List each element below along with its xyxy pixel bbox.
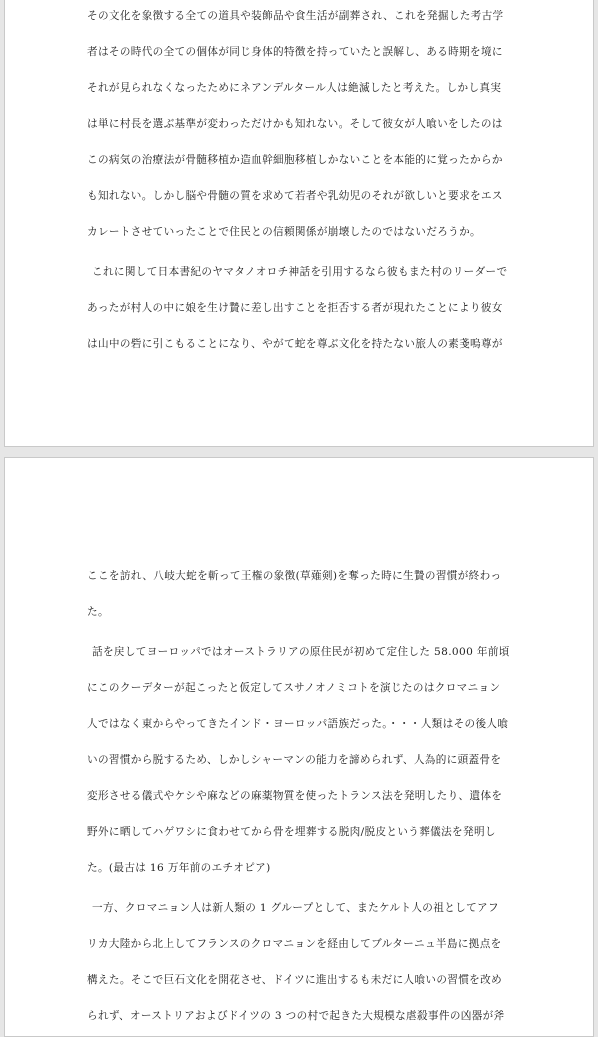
- paragraph: [87, 570, 517, 642]
- text-line: ここを訪れ、八岐大蛇を斬って王権の象徴(草薙剣)を奪った時に生贄の習慣が終わっ: [87, 570, 502, 582]
- text-line: 一方、クロマニョン人は新人類の 1 グループとして、またケルト人の祖としてアフ: [92, 902, 499, 914]
- text-line: 者はその時代の全ての個体が同じ身体的特徴を持っていたと誤解し、ある時期を境に: [87, 46, 503, 58]
- text-line: られず、オーストリアおよびドイツの 3 つの村で起きた大規模な虐殺事件の凶器が斧: [87, 1010, 505, 1022]
- text-line: は山中の砦に引こもることになり、やがて蛇を尊ぶ文化を持たない旅人の素戔嗚尊が: [87, 338, 503, 350]
- text-line: 変形させる儀式やケシや麻などの麻薬物質を使ったトランス法を発明したり、遺体を: [87, 790, 503, 802]
- paragraph: [87, 10, 517, 262]
- paragraph: [87, 902, 517, 1037]
- paragraph: [87, 646, 517, 898]
- text-line: その文化を象徴する全ての道具や装飾品や食生活が副葬され、これを発掘した考古学: [87, 10, 504, 22]
- text-line: た。(最古は 16 万年前のエチオピア): [87, 862, 271, 874]
- text-line: カレートさせていったことで住民との信頼関係が崩壊したのではないだろうか。: [87, 226, 481, 238]
- text-line: は単に村長を選ぶ基準が変わっただけかも知れない。そして彼女が人喰いをしたのは: [87, 118, 503, 130]
- document-page-2: [4, 457, 594, 1037]
- text-line: も知れない。しかし脳や骨髄の質を求めて若者や乳幼児のそれが欲しいと要求をエス: [87, 190, 503, 202]
- paragraph: [87, 266, 517, 374]
- text-line: 構えた。そこで巨石文化を開花させ、ドイツに進出するも未だに人喰いの習慣を改め: [87, 974, 503, 986]
- text-line: この病気の治療法が骨髄移植か造血幹細胞移植しかないことを本能的に覚ったからか: [87, 154, 503, 166]
- text-line: あったが村人の中に娘を生け贄に差し出すことを拒否する者が現れたことにより彼女: [87, 302, 503, 314]
- page-body: [87, 10, 517, 374]
- text-line: た。: [87, 606, 109, 618]
- text-line: リカ大陸から北上してフランスのクロマニョンを経由してブルターニュ半島に拠点を: [87, 938, 502, 950]
- document-page-1: [4, 0, 594, 447]
- text-line: いの習慣から脱するため、しかしシャーマンの能力を諦められず、人為的に頭蓋骨を: [87, 754, 502, 766]
- text-line: 人ではなく東からやってきたインド・ヨーロッパ語族だった。・・・人類はその後人喰: [87, 718, 509, 730]
- text-line: これに関して日本書紀のヤマタノオロチ神話を引用するなら彼もまた村のリーダーで: [92, 266, 508, 278]
- text-line: にこのクーデターが起こったと仮定してスサノオノミコトを演じたのはクロマニョン: [87, 682, 501, 694]
- text-line: 野外に晒してハゲワシに食わせてから骨を埋葬する脱肉/脱皮という葬儀法を発明し: [87, 826, 496, 838]
- page-body: [87, 570, 517, 1037]
- text-line: 話を戻してヨーロッパではオーストラリアの原住民が初めて定住した 58.000 年前頃: [92, 646, 510, 658]
- text-line: それが見られなくなったためにネアンデルタール人は絶滅したと考えた。しかし真実: [87, 82, 502, 94]
